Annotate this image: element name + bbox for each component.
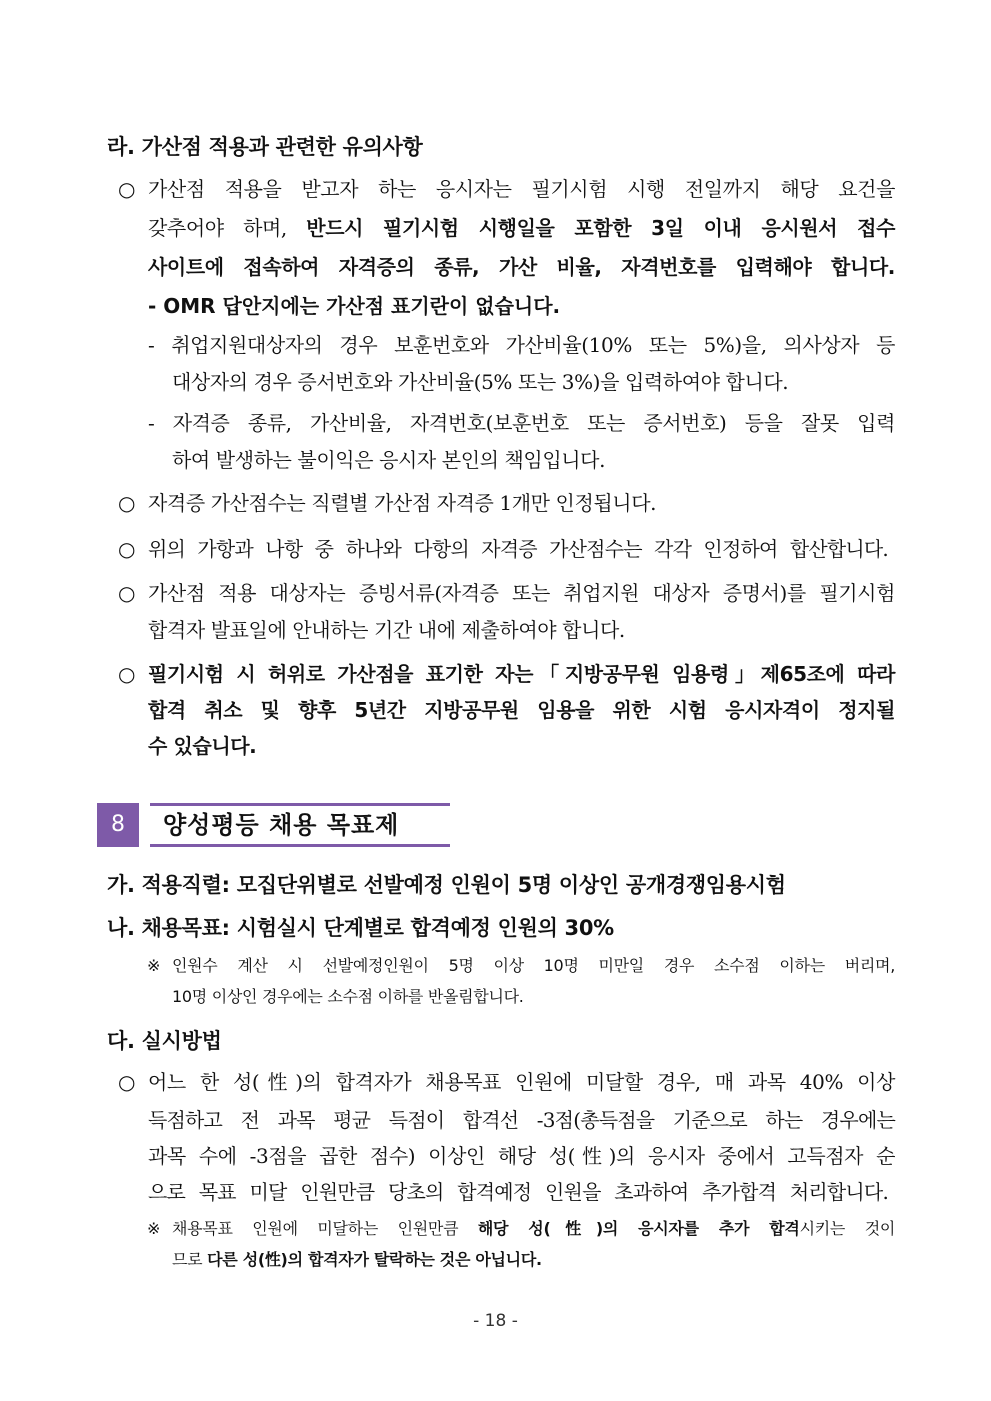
section-title: 양성평등 채용 목표제 [163,811,400,839]
sub-item-line: 하여 발생하는 불이익은 응시자 본인의 책임입니다. [172,448,606,472]
paragraph-line: 으로 목표 미달 인원만큼 당초의 합격예정 인원을 초과하여 추가합격 처리합니다. [148,1180,888,1204]
sub-item-line: 대상자의 경우 증서번호와 가산비율(5% 또는 3%)을 입력하여야 합니다. [172,370,789,394]
note-line [172,1213,895,1245]
bullet-icon: ○ [118,662,136,686]
paragraph-line-bold: 합격 취소 및 향후 5년간 지방공무원 임용을 위한 시험 응시자격이 정지될 [148,698,895,722]
text-span: 채용목표 인원에 미달하는 인원만큼 [172,1219,478,1238]
section-heading-da: 다. 실시방법 [107,1029,222,1053]
note-line: 인원수 계산 시 선발예정인원이 5명 이상 10명 미만일 경우 소수점 이하는 버리며, [172,956,895,975]
note-icon: ※ [147,1219,161,1238]
section-heading-na: 나. 채용목표: 시험실시 단계별로 합격예정 인원의 30% [107,916,614,940]
paragraph-line-bold: 수 있습니다. [148,734,257,758]
note-line [172,1244,895,1276]
bold-text-span: 반드시 필기시험 시행일을 포함한 3일 이내 응시원서 접수 [306,216,895,240]
paragraph-line: 가산점 적용을 받고자 하는 응시자는 필기시험 시행 전일까지 해당 요건을 [148,177,895,201]
note-line: 10명 이상인 경우에는 소수점 이하를 반올림합니다. [172,987,524,1006]
bullet-icon: ○ [118,177,136,201]
paragraph-line: 가산점 적용 대상자는 증빙서류(자격증 또는 취업지원 대상자 증명서)를 필기시험 [148,581,895,605]
paragraph-line-bold: 사이트에 접속하여 자격증의 종류, 가산 비율, 자격번호를 입력해야 합니다. [148,255,895,279]
paragraph-line: 득점하고 전 과목 평균 득점이 합격선 -3점(총득점을 기준으로 하는 경우에는 [148,1108,895,1132]
bullet-icon: ○ [118,491,136,515]
bullet-icon: ○ [118,581,136,605]
text-span: 므로 [172,1250,208,1269]
text-span: 시키는 것이 [799,1219,896,1238]
section-heading-ra: 라. 가산점 적용과 관련한 유의사항 [107,135,423,159]
bold-text-span: 해당 성(性)의 응시자를 추가 합격 [477,1219,800,1238]
text-span: 갖추어야 하며, [148,216,307,240]
note-icon: ※ [147,956,161,975]
sub-item-line: - 자격증 종류, 가산비율, 자격번호(보훈번호 또는 증서번호) 등을 잘못 입력 [148,411,895,435]
sub-item-line: - 취업지원대상자의 경우 보훈번호와 가산비율(10% 또는 5%)을, 의사상자 등 [148,333,895,357]
paragraph-line: 합격자 발표일에 안내하는 기간 내에 제출하여야 합니다. [148,618,625,642]
bold-text-span: 다른 성(性)의 합격자가 탈락하는 것은 아닙니다. [207,1250,542,1269]
paragraph-line: 위의 가항과 나항 중 하나와 다항의 자격증 가산점수는 각각 인정하여 합산합니다. [148,537,888,561]
paragraph-line [148,209,895,248]
bullet-icon: ○ [118,1070,136,1094]
paragraph-line: 어느 한 성(性)의 합격자가 채용목표 인원에 미달할 경우, 매 과목 40% 이상 [148,1070,895,1094]
sub-item-omr: - OMR 답안지에는 가산점 표기란이 없습니다. [148,294,561,318]
bullet-icon: ○ [118,537,136,561]
section-number-badge: 8 [97,803,139,847]
paragraph-line: 과목 수에 -3점을 곱한 점수) 이상인 해당 성(性)의 응시자 중에서 고득점자 순 [148,1144,895,1168]
section-heading-ga: 가. 적용직렬: 모집단위별로 선발예정 인원이 5명 이상인 공개경쟁임용시험 [107,873,786,897]
paragraph-line-bold: 필기시험 시 허위로 가산점을 표기한 자는「지방공무원 임용령」제65조에 따라 [148,662,895,686]
page-number: - 18 - [473,1311,518,1331]
paragraph-line: 자격증 가산점수는 직렬별 가산점 자격증 1개만 인정됩니다. [148,491,657,515]
